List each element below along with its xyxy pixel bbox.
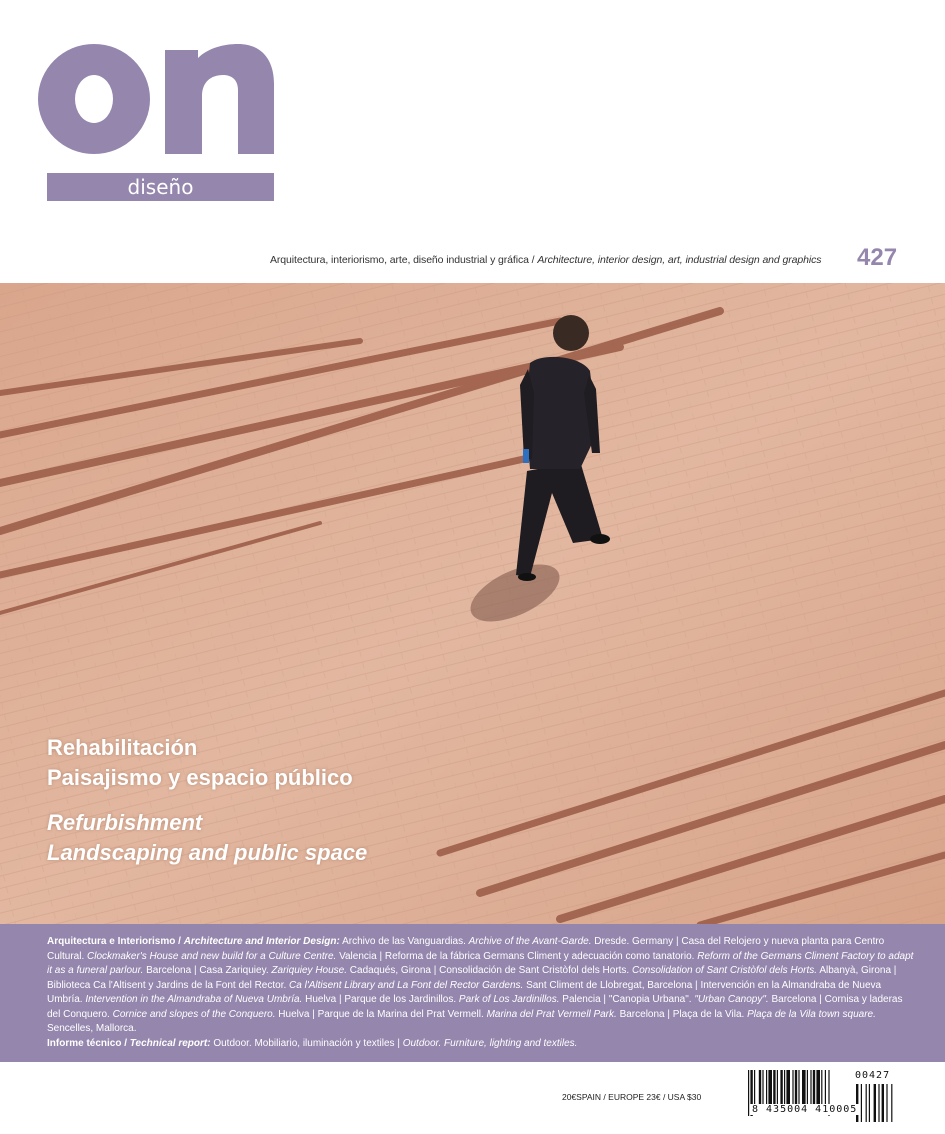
item-title-es: Biblioteca Ca l'Altisent y Jardins de la Font del Rector. [47, 979, 287, 991]
contents-item [439, 965, 891, 976]
contents-item [199, 965, 431, 976]
headline-en-line-2: Landscaping and public space [47, 840, 368, 865]
barcode-addon-bar [886, 1084, 887, 1122]
item-title-en: Zariquiey House. [271, 965, 347, 976]
contents-band [0, 924, 945, 1062]
report-title-es: Outdoor. Mobiliario, iluminación y textiles [213, 1037, 395, 1049]
section-label-es: Arquitectura e Interiorismo / [47, 936, 184, 947]
barcode-addon-bar [874, 1084, 876, 1122]
item-title-es: Cornisa y laderas del Conquero. [47, 994, 903, 1020]
barcode-addon-bar [869, 1084, 870, 1122]
item-title-en: Ca l'Altisent Library and La Font del Rector Gardens. [289, 979, 524, 991]
barcode-addon-bar [866, 1084, 867, 1122]
section-label-en: Architecture and Interior Design: [183, 936, 340, 947]
item-title-es: "Canopia Urbana". [608, 994, 692, 1005]
issue-number: 427 [857, 244, 898, 271]
report-title-en: Outdoor. Furniture, lighting and textiles. [402, 1037, 578, 1049]
barcode-addon-bar [856, 1084, 858, 1122]
item-title-en: Marina del Prat Vermell Park. [486, 1008, 617, 1020]
item-place: Barcelona [771, 994, 817, 1005]
item-title-en: Plaça de la Vila town square. [747, 1008, 876, 1020]
logo-subtitle-bar [47, 173, 274, 201]
item-place: Cadaqués, Girona [349, 965, 431, 976]
barcode-addon-bar [891, 1084, 892, 1122]
item-place: Sencelles, Mallorca. [47, 1023, 137, 1034]
item-title-es: Consolidación de Sant Cristòfol dels Horts. [439, 965, 630, 976]
section-label-report [47, 1038, 211, 1049]
item-title-es: Intervención en la Almandraba de Nueva Umbría. [47, 979, 882, 1005]
item-title-es: Casa Zariquiey. [199, 965, 269, 976]
barcode-addon-bar [861, 1084, 862, 1122]
report-label-en: Technical report: [129, 1037, 211, 1049]
logo-subtitle: diseño [127, 175, 194, 199]
item-place: Barcelona [619, 1008, 665, 1020]
item-title-es: Archivo de las Vanguardias. [342, 936, 466, 947]
item-place: Albanyà, Girona [819, 965, 892, 976]
report-label-es: Informe técnico / [47, 1037, 130, 1049]
headline-es-line-2: Paisajismo y espacio público [47, 765, 353, 790]
item-title-en: Archive of the Avant-Garde. [468, 936, 592, 947]
tagline-en: Architecture, interior design, art, industrial design and graphics [537, 254, 822, 266]
item-title-es: Parque de los Jardinillos. [344, 994, 457, 1005]
contents-item [344, 994, 600, 1005]
barcode-number: 8 435004 410005 [752, 1104, 858, 1115]
item-title-en: Intervention in the Almandraba of Nueva Umbría. [85, 994, 303, 1005]
headline-english [47, 808, 367, 868]
contents-item [47, 980, 692, 991]
barcode-addon-bar [882, 1084, 884, 1122]
item-place: Huelva [305, 994, 337, 1005]
item-place: Huelva [278, 1008, 310, 1020]
contents-item [609, 994, 817, 1005]
item-title-en: Reform of the Germans Climent Factory to adapt it as a funeral parlour. [47, 950, 914, 976]
barcode-addon: 00427 [855, 1070, 891, 1081]
item-title-es: Reforma de la fábrica Germans Climent y adecuación como tanatorio. [384, 950, 695, 962]
contents-item [342, 936, 673, 947]
tagline-separator: / [528, 254, 538, 266]
item-place: Sant Climent de Llobregat, Barcelona [526, 979, 693, 991]
item-title-en: Consolidation of Sant Cristòfol dels Horts. [631, 965, 818, 976]
item-title-en: Park of Los Jardinillos. [458, 994, 560, 1005]
on-logo [38, 44, 274, 154]
headline-es-line-1: Rehabilitación [47, 735, 198, 760]
item-title-en: Cornice and slopes of the Conquero. [112, 1008, 276, 1020]
headline-en-line-1: Refurbishment [47, 810, 203, 835]
item-title-es: Casa del Relojero y nueva planta para Centro Cultural. [47, 936, 885, 962]
contents-item [318, 1009, 665, 1020]
item-title-en: "Urban Canopy". [694, 994, 769, 1005]
item-place: Barcelona [146, 965, 192, 976]
headline-spanish [47, 733, 353, 793]
barcode-addon-bar [878, 1084, 879, 1122]
item-title-en: Clockmaker's House and new build for a Culture Centre. [87, 950, 337, 962]
item-title-es: Plaça de la Vila. [672, 1008, 745, 1020]
item-title-es: Parque de la Marina del Prat Vermell. [317, 1008, 484, 1020]
price-line: 20€SPAIN / EUROPE 23€ / USA $30 [562, 1092, 702, 1102]
tagline-es: Arquitectura, interiorismo, arte, diseño industrial y gráfica [270, 254, 529, 266]
item-place: Valencia [339, 950, 377, 962]
contents-text: Arquitectura e Interiorismo / Architecture and Interior Design: Archivo de las Vanguardias. Archive of the Avant-Garde. Dresde. Germany | Casa del Relojero y nueva planta para Centro Cultural. Clockmaker's House and new build for a Culture Centre. Valencia | Reforma de la fábrica Germans Climent y adecuación como tanatorio. Reform of the Germans Climent Factory to adapt it as a funeral parlour. Barcelona | Casa Zariquiey. Zariquiey House. Cadaqués, Girona | Consolidación de Sant Cristòfol dels Horts. Consolidation of Sant Cristòfol dels Horts. Albanyà, Girona | Biblioteca Ca l'Altisent y Jardins de la Font del Rector. Ca l'Altisent Library and La Font del Rector Gardens. Sant Climent de Llobregat, Barcelona | Intervención en la Almandraba de Nueva Umbría. Intervention in the Almandraba of Nueva Umbría. Huelva | Parque de los Jardinillos. Park of Los Jardinillos. Palencia | "Canopia Urbana". "Urban Canopy". Barcelona | Cornisa y laderas del Conquero. Cornice and slopes of the Conquero. Huelva | Parque de la Marina del Prat Vermell. Marina del Prat Vermell Park. Barcelona | Plaça de la Vila. Plaça de la Vila town square. Sencelles, Mallorca. Informe técnico / Technical report: Outdoor. Mobiliario, iluminación y textiles | Outdoor. Furniture, lighting and textiles. [47, 936, 914, 1049]
item-place: Dresde. Germany [594, 936, 674, 947]
section-label-architecture [47, 936, 340, 947]
tagline [270, 254, 850, 266]
item-place: Palencia [562, 994, 601, 1005]
